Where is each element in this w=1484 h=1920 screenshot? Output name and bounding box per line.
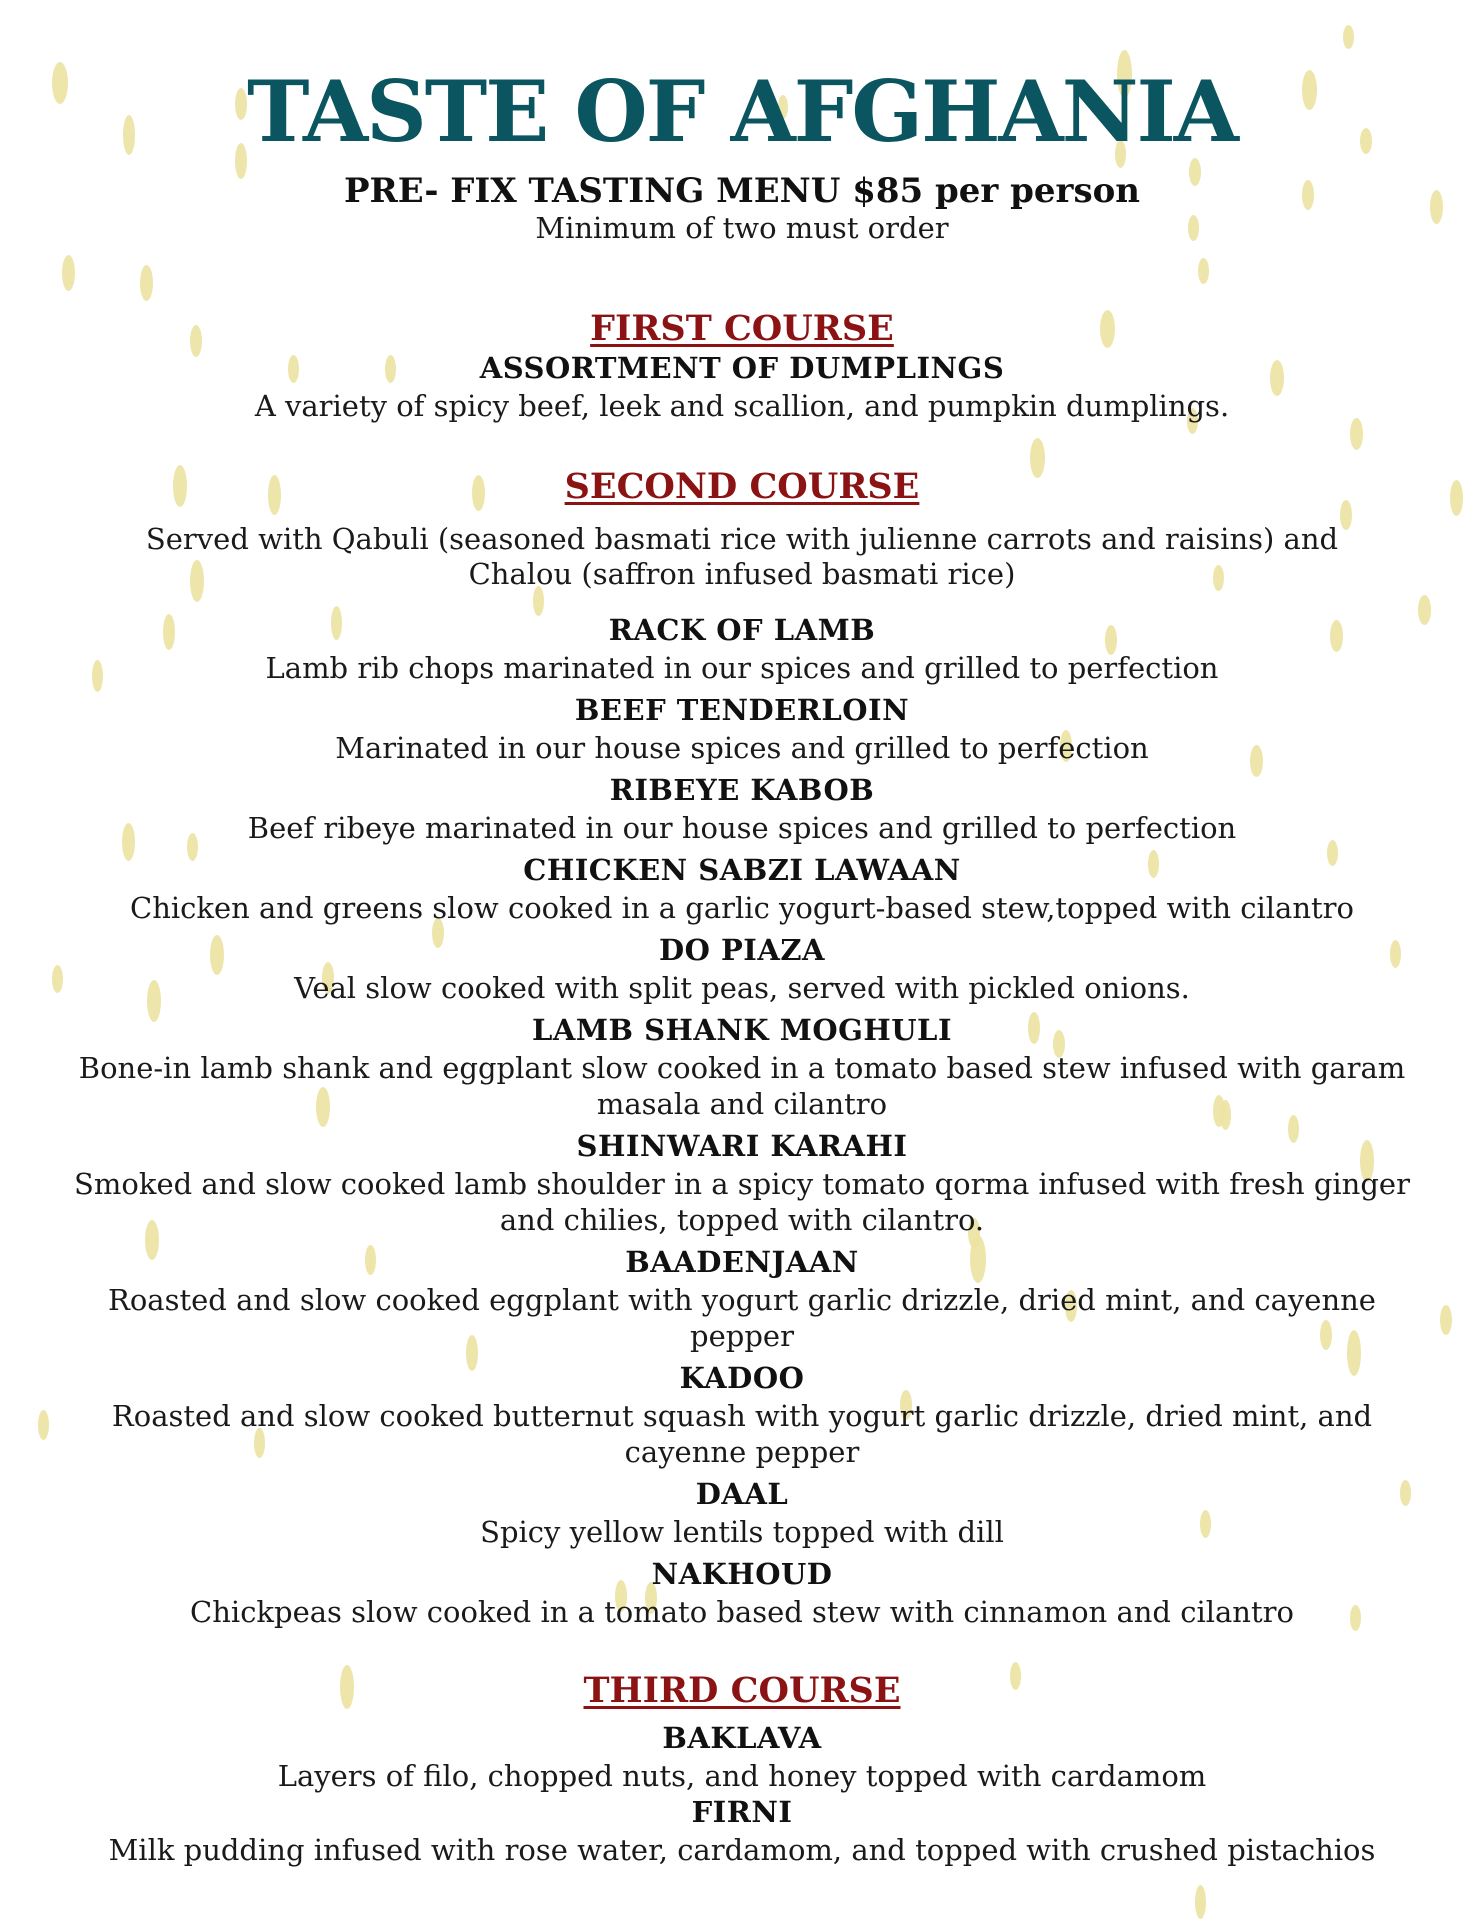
menu-item-name: ASSORTMENT OF DUMPLINGS	[479, 351, 1005, 385]
menu-item-description: Bone-in lamb shank and eggplant slow cooked in a tomato based stew infused with garam masala and cilantro	[78, 1051, 1406, 1121]
menu-item-description: Milk pudding infused with rose water, cardamom, and topped with crushed pistachios	[108, 1833, 1376, 1867]
menu-subtitle: PRE- FIX TASTING MENU $85 per person	[343, 171, 1141, 211]
confetti-dot	[1195, 1885, 1206, 1919]
menu-item-description: Chicken and greens slow cooked in a garlic yogurt-based stew,topped with cilantro	[130, 891, 1354, 925]
second-course-blurb: Served with Qabuli (seasoned basmati rice with julienne carrots and raisins) and Chalou (saffron infused basmati rice)	[145, 522, 1339, 591]
menu-item-name: BAADENJAAN	[625, 1245, 859, 1279]
menu-item-name: DO PIAZA	[658, 933, 826, 967]
menu-item-description: Smoked and slow cooked lamb shoulder in a spicy tomato qorma infused with fresh ginger and chilies, topped with cilantro.	[74, 1167, 1410, 1237]
menu-item-description: Veal slow cooked with split peas, served with pickled onions.	[294, 971, 1190, 1005]
menu-item-description: Lamb rib chops marinated in our spices and grilled to perfection	[265, 651, 1219, 685]
menu-item-name: LAMB SHANK MOGHULI	[531, 1013, 953, 1047]
menu-item-name: RACK OF LAMB	[608, 613, 876, 647]
confetti-dot	[1198, 258, 1209, 284]
menu-item-name: CHICKEN SABZI LAWAAN	[523, 853, 961, 887]
confetti-dot	[1440, 1305, 1452, 1335]
confetti-dot	[140, 265, 153, 301]
menu-item-description: Beef ribeye marinated in our house spices and grilled to perfection	[247, 811, 1237, 845]
menu-item-description: Roasted and slow cooked butternut squash with yogurt garlic drizzle, dried mint, and cayenne pepper	[111, 1399, 1373, 1469]
menu-item-name: NAKHOUD	[651, 1557, 833, 1591]
menu-item-description: Roasted and slow cooked eggplant with yogurt garlic drizzle, dried mint, and cayenne pepper	[108, 1283, 1376, 1353]
first-course-heading: FIRST COURSE	[590, 308, 894, 349]
menu-item-description: Marinated in our house spices and grilled to perfection	[335, 731, 1149, 765]
menu-item-description: Spicy yellow lentils topped with dill	[480, 1515, 1004, 1549]
menu-item-name: RIBEYE KABOB	[609, 773, 875, 807]
restaurant-title: TASTE OF AFGHANIA	[247, 62, 1237, 161]
menu-item-name: BAKLAVA	[662, 1721, 822, 1755]
menu-item-description: A variety of spicy beef, leek and scallion, and pumpkin dumplings.	[254, 389, 1230, 423]
menu-item-name: BEEF TENDERLOIN	[574, 693, 910, 727]
confetti-dot	[1343, 25, 1354, 49]
confetti-dot	[38, 1410, 49, 1440]
menu-item-name: SHINWARI KARAHI	[576, 1129, 908, 1163]
menu-item-description: Layers of filo, chopped nuts, and honey topped with cardamom	[277, 1759, 1207, 1793]
minimum-order-note: Minimum of two must order	[535, 211, 949, 245]
second-course-heading: SECOND COURSE	[564, 466, 920, 507]
menu-item-name: FIRNI	[691, 1795, 793, 1829]
menu-item-name: DAAL	[695, 1477, 789, 1511]
third-course-heading: THIRD COURSE	[583, 1670, 901, 1711]
menu-item-description: Chickpeas slow cooked in a tomato based stew with cinnamon and cilantro	[190, 1595, 1294, 1629]
confetti-dot	[62, 255, 75, 291]
menu-item-name: KADOO	[679, 1361, 805, 1395]
